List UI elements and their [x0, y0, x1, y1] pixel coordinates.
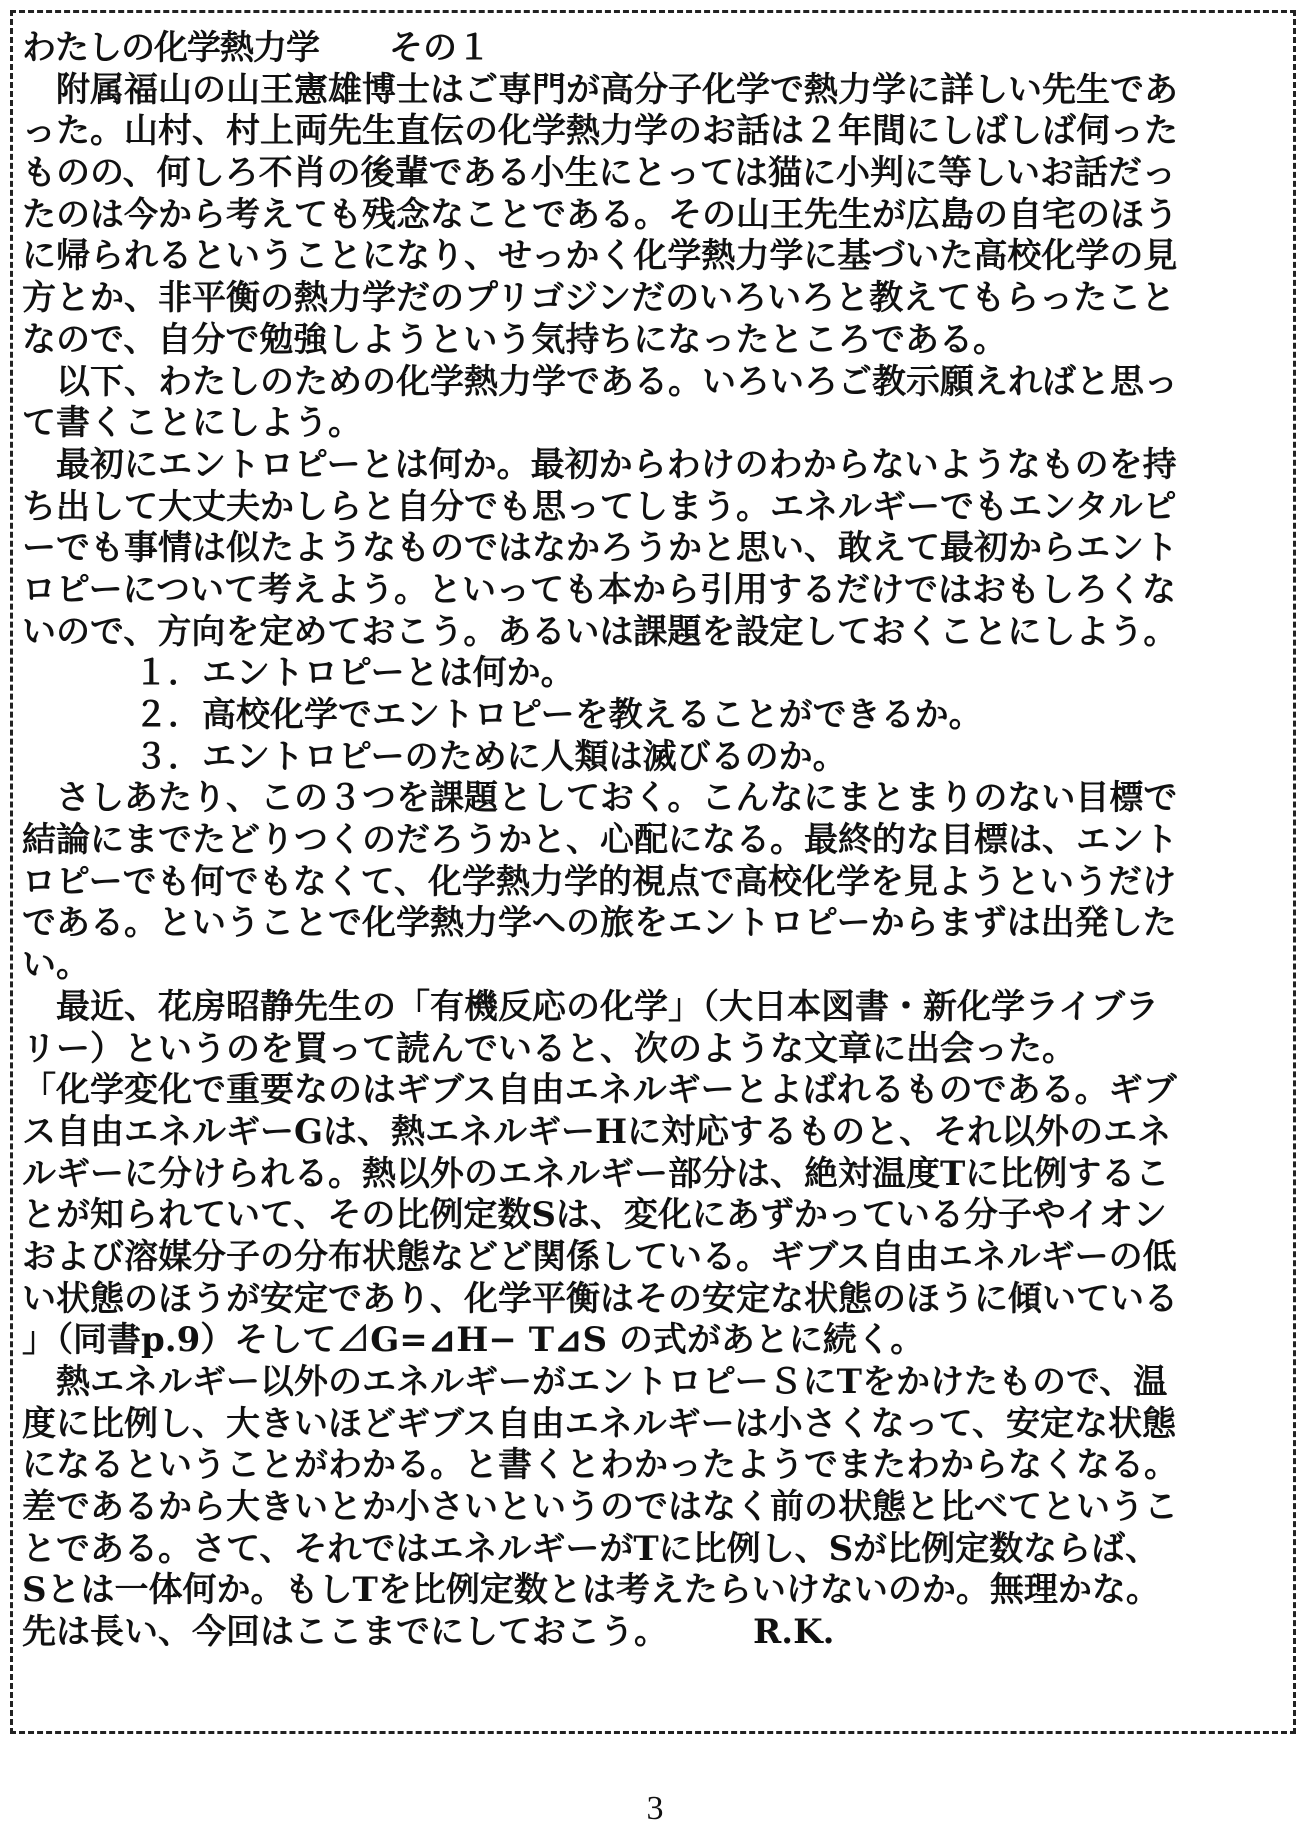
- text-line: リー）というのを買って読んでいると、次のような文章に出会った。: [22, 1028, 1076, 1069]
- quote-line: ルギーに分けられる。熱以外のエネルギー部分は、絶対温度Tに比例するこ: [22, 1153, 1170, 1194]
- text-line: いので、方向を定めておこう。あるいは課題を設定しておくことにしよう。: [22, 611, 1178, 652]
- quote-line: とが知られていて、その比例定数Sは、変化にあずかっている分子やイオン: [22, 1195, 1167, 1236]
- text-line: になるということがわかる。と書くとわかったようでまたわからなくなる。: [22, 1445, 1178, 1486]
- text-line: て書くことにしよう。: [22, 403, 362, 444]
- page-number: 3: [646, 1790, 664, 1827]
- article-body: [22, 28, 1292, 1654]
- article-subtitle: その１: [389, 28, 491, 68]
- quote-line: 「化学変化で重要なのはギブス自由エネルギーとよばれるものである。ギブ: [22, 1070, 1177, 1111]
- text-line: 熱エネルギー以外のエネルギーがエントロピーＳにTをかけたもので、温: [56, 1362, 1168, 1402]
- formula-line: 」（同書p.9）そして⊿G=⊿H− T⊿S の式があとに続く。: [22, 1320, 925, 1361]
- quote-line: ス自由エネルギーGは、熱エネルギーHに対応するものと、それ以外のエネ: [22, 1111, 1172, 1152]
- signature-line: 先は長い、今回はここまでにしておこう。 R.K.: [22, 1612, 835, 1653]
- text-line: 最初にエントロピーとは何か。最初からわけのわからないようなものを持: [56, 444, 1177, 485]
- text-line: 度に比例し、大きいほどギブス自由エネルギーは小さくなって、安定な状態: [22, 1403, 1176, 1444]
- text-line: Sとは一体何か。もしTを比例定数とは考えたらいけないのか。無理かな。: [22, 1570, 1160, 1611]
- text-line: ものの、何しろ不肖の後輩である小生にとっては猫に小判に等しいお話だっ: [22, 153, 1176, 194]
- text-line: とである。さて、それではエネルギーがTに比例し、Sが比例定数ならば、: [22, 1528, 1160, 1569]
- list-item: １．エントロピーとは何か。: [134, 653, 575, 694]
- text-line: ーでも事情は似たようなものではなかろうかと思い、敢えて最初からエント: [22, 528, 1178, 569]
- text-line: い。: [22, 945, 90, 986]
- text-line: さしあたり、この３つを課題としておく。こんなにまとまりのない目標で: [56, 778, 1178, 819]
- text-line: 結論にまでたどりつくのだろうかと、心配になる。最終的な目標は、エント: [22, 820, 1178, 861]
- list-item: ３．エントロピーのために人類は滅びるのか。: [134, 736, 847, 777]
- text-line: った。山村、村上両先生直伝の化学熱力学のお話は２年間にしばしば伺った: [22, 111, 1178, 152]
- title-line: [22, 28, 1292, 70]
- quote-line: い状態のほうが安定であり、化学平衡はその安定な状態のほうに傾いている: [22, 1278, 1178, 1319]
- text-line: なので、自分で勉強しようという気持ちになったところである。: [22, 319, 1007, 360]
- text-line: たのは今から考えても残念なことである。その山王先生が広島の自宅のほう: [22, 194, 1178, 235]
- quote-line: および溶媒分子の分布状態などど関係している。ギブス自由エネルギーの低: [22, 1236, 1177, 1277]
- text-line: 差であるから大きいとか小さいというのではなく前の状態と比べてというこ: [22, 1487, 1178, 1528]
- text-line: ち出して大丈夫かしらと自分でも思ってしまう。エネルギーでもエンタルピ: [22, 486, 1177, 527]
- text-line: である。ということで化学熱力学への旅をエントロピーからまずは出発した: [22, 903, 1177, 944]
- text-line: 附属福山の山王憲雄博士はご専門が高分子化学で熱力学に詳しい先生であ: [56, 69, 1178, 110]
- text-line: 最近、花房昭静先生の「有機反応の化学」（大日本図書・新化学ライブラ: [56, 986, 1159, 1027]
- text-line: 方とか、非平衡の熱力学だのプリゴジンだのいろいろと教えてもらったこと: [22, 278, 1176, 319]
- list-item: ２．高校化学でエントロピーを教えることができるか。: [134, 695, 983, 735]
- text-line: ロピーについて考えよう。といっても本から引用するだけではおもしろくな: [22, 569, 1176, 610]
- text-line: に帰られるということになり、せっかく化学熱力学に基づいた高校化学の見: [22, 236, 1178, 277]
- text-line: 以下、わたしのための化学熱力学である。いろいろご教示願えればと思っ: [56, 361, 1178, 402]
- text-line: ロピーでも何でもなくて、化学熱力学的視点で高校化学を見ようというだけ: [22, 861, 1176, 902]
- article-title: わたしの化学熱力学: [22, 28, 319, 68]
